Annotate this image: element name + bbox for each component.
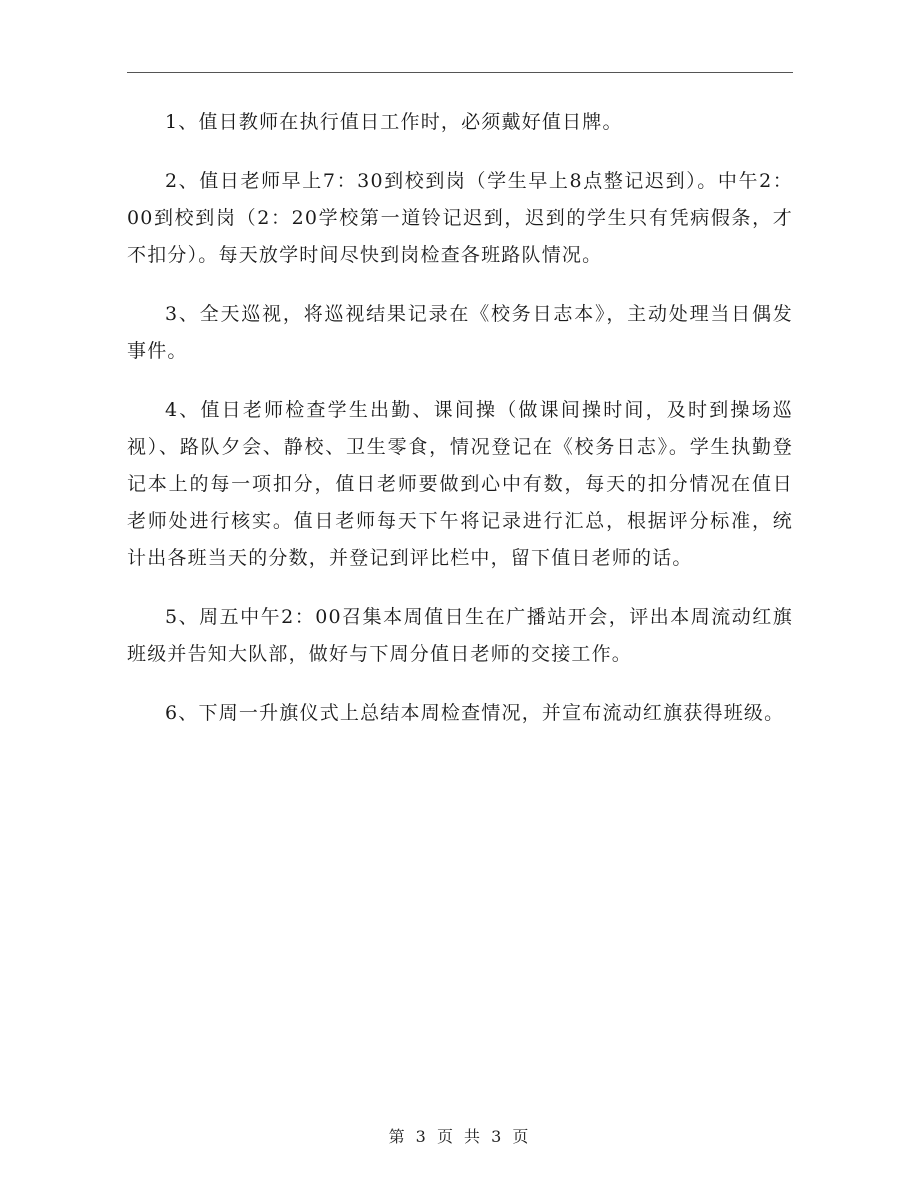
document-body [127,104,793,754]
paragraph-5: 5、周五中午2：00召集本周值日生在广播站开会，评出本周流动红旗班级并告知大队部，做好与下周分值日老师的交接工作。 [127,606,793,665]
paragraph-1: 1、值日教师在执行值日工作时，必须戴好值日牌。 [165,111,623,133]
paragraph-3: 3、全天巡视，将巡视结果记录在《校务日志本》，主动处理当日偶发事件。 [127,303,793,362]
paragraph-2: 2、值日老师早上7：30到校到岗（学生早上8点整记迟到）。中午2：00到校到岗（2：20学校第一道铃记迟到，迟到的学生只有凭病假条，才不扣分）。每天放学时间尽快到岗检查各班路队情况。 [127,170,793,266]
header-rule [127,72,793,73]
paragraph-4: 4、值日老师检查学生出勤、课间操（做课间操时间，及时到操场巡视）、路队夕会、静校、卫生零食，情况登记在《校务日志》。学生执勤登记本上的每一项扣分，值日老师要做到心中有数，每天的扣分情况在值日老师处进行核实。值日老师每天下午将记录进行汇总，根据评分标准，统计出各班当天的分数，并登记到评比栏中，留下值日老师的话。 [127,399,793,569]
paragraph-6: 6、下周一升旗仪式上总结本周检查情况，并宣布流动红旗获得班级。 [165,702,785,724]
page-number-footer: 第 3 页 共 3 页 [388,1127,532,1146]
